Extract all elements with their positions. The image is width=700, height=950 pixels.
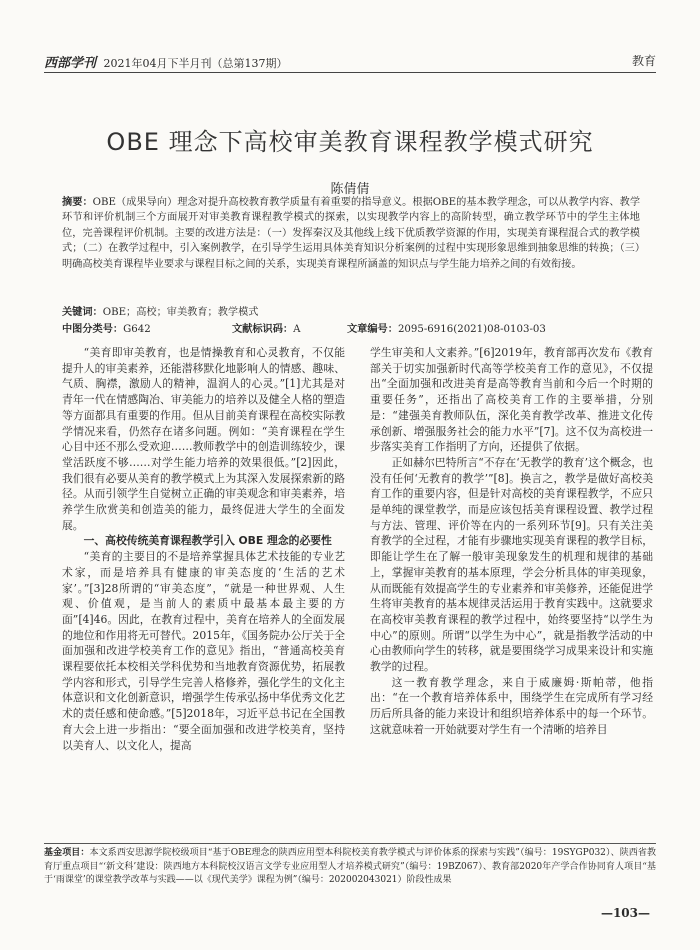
right-column: [370, 345, 653, 738]
article-author: 陈倩倩: [330, 182, 370, 197]
funding-footnote: [44, 843, 656, 888]
running-header: [44, 50, 656, 73]
issue-info: 2021年04月下半月刊（总第137期）: [103, 57, 288, 70]
journal-info: [44, 52, 288, 71]
paragraph: 学生审美和人文素养。”[6]2019年，教育部再次发布《教育部关于切实加强新时代高等学校美育工作的意见》，不仅提出“全面加强和改进美育是高等教育当前和今后一个时期的重要任务”，还指出了高校美育工作的主要举措，分别是：“建强美育教师队伍，深化美育教学改革、推进文化传承创新、增强服务社会的能力水平”[7]。这不仅为高校进一步落实美育工作指明了方向，还提供了依据。: [370, 346, 653, 454]
paragraph: 正如赫尔巴特所言“不存在‘无教学的教育’这个概念，也没有任何‘无教育的教学’”[8]。换言之，教学是做好高校美育工作的重要内容，但是针对高校的美育课程教学，不应只是单纯的课堂教学，而是应该包括美育课程设置、教学过程与方法、管理、评价等在内的一系列环节[9]。只有关注美育教学的全过程，才能有步骤地实现美育课程的教学目标，即能让学生在了解一般审美现象发生的机理和规律的基础上，掌握审美教育的基本原理，学会分析具体的审美现象，从而既能有效提高学生的专业素养和审美修养，还能促进学生将审美教育的基本规律灵活运用于教育实践中。这就要求在高校审美教育课程的教学过程中，始终要坚持“以学生为中心”的原则。所谓“以学生为中心”，就是指教学活动的中心由教师向学生的转移，就是要围绕学习成果来设计和实施教学的过程。: [370, 455, 653, 674]
left-column: [62, 345, 345, 753]
page-number: —103—: [600, 906, 650, 920]
abstract-label: 摘要：: [62, 196, 93, 208]
footnote-text: 本文系西安思源学院校级项目“基于OBE理念的陕西应用型本科院校美育教学模式与评价体系的探索与实践”（编号：19SYGP032）、陕西省教育厅重点项目“‘新文科’建设：陕西地方本科院校汉语言文学专业应用型人才培养模式研究”（编号：19BZ067）、教育部2020年产学合作协同育人项目“基于‘雨课堂’的课堂教学改革与实践——以《现代美学》课程为例”（编号：202002043021）阶段性成果: [44, 848, 656, 885]
paragraph: “美育即审美教育，也是情操教育和心灵教育，不仅能提升人的审美素养，还能潜移默化地影响人的情感、趣味、气质、胸襟，激励人的精神，温润人的心灵。”[1]尤其是对青年一代在情感陶冶、审美能力的培养以及健全人格的塑造等方面都具有重要的作用。但从目前美育课程在高校实际教学情况来看，仍然存在诸多问题。例如：“美育课程在学生心目中还不那么受欢迎……教师教学中的创造训练较少，课堂活跃度不够……对学生能力培养的效果很低。”[2]因此，我们很有必要从美育的教学模式上为其深入发展探索新的路径。从而引领学生自觉树立正确的审美观念和审美素养，培养学生欣赏美和创造美的能力，最终促进大学生的全面发展。: [62, 346, 345, 532]
keywords-line: [62, 303, 640, 318]
clc-label: 中图分类号：: [62, 323, 124, 335]
keywords-label: 关键词：: [62, 306, 103, 318]
article-no-group: [347, 320, 546, 335]
article-no: 2095-6916(2021)08-0103-03: [397, 324, 546, 335]
doc-code: A: [293, 324, 301, 335]
paragraph: 这一教育教学理念，来自于威廉姆·斯帕蒂，他指出：“在一个教育培养体系中，围绕学生在完成所有学习经历后所具备的能力来设计和组织培养体系中的每一个环节。这就意味着一开始就要对学生有一个清晰的培养目: [370, 675, 653, 736]
clc-group: [62, 320, 151, 335]
body-columns: [62, 345, 656, 845]
article-no-label: 文章编号：: [347, 323, 398, 335]
footnote-label: 基金项目：: [44, 848, 90, 858]
section-tag: 教育: [631, 54, 656, 68]
doc-label: 文献标识码：: [232, 323, 294, 335]
journal-logo: 西部学刊: [44, 56, 97, 71]
abstract: [62, 195, 640, 272]
paragraph: “美育的主要目的不是培养掌握具体艺术技能的专业艺术家，而是培养具有健康的审美态度的‘生活的艺术家’。”[3]28所谓的“审美态度”，“就是一种世界观、人生观、价值观，是当前人的素质中最基本最主要的方面”[4]46。因此，在教育过程中，美育在培养人的全面发展的地位和作用将无可替代。2015年，《国务院办公厅关于全面加强和改进学校美育工作的意见》指出，“普通高校美育课程要依托本校相关学科优势和当地教育资源优势，拓展教学内容和形式，引导学生完善人格修养，强化学生的文化主体意识和文化创新意识，增强学生传承弘扬中华优秀文化艺术的责任感和使命感。”[5]2018年，习近平总书记在全国教育大会上进一步指出：“要全面加强和改进学校美育，坚持以美育人、以文化人，提高: [62, 550, 345, 752]
abstract-text: OBE（成果导向）理念对提升高校教育教学质量有着重要的指导意义。根据OBE的基本教学理念，可以从教学内容、教学环节和评价机制三个方面展开对审美教育课程教学模式的探索，以实现教学内容上的高阶转型，确立教学环节中的学生主体地位，完善课程评价机制。主要的改进方法是：（一）发挥秦汉及其他线上线下优质教学资源的作用，实现美育课程混合式的教学模式；（二）在教学过程中，引入案例教学，在引导学生运用具体美育知识分析案例的过程中实现形象思维到抽象思维的转换；（三）明确高校美育课程毕业要求与课程目标之间的关系，实现美育课程所涵盖的知识点与学生能力培养之间的有效衔接。: [62, 197, 641, 270]
clc-code: G642: [123, 324, 151, 335]
keywords: OBE；高校；审美教育；教学模式: [102, 307, 259, 318]
doc-group: [232, 320, 300, 335]
article-title: OBE 理念下高校审美教育课程教学模式研究: [106, 128, 594, 156]
section-heading: 一、高校传统美育课程教学引入 OBE 理念的必要性: [83, 534, 332, 548]
